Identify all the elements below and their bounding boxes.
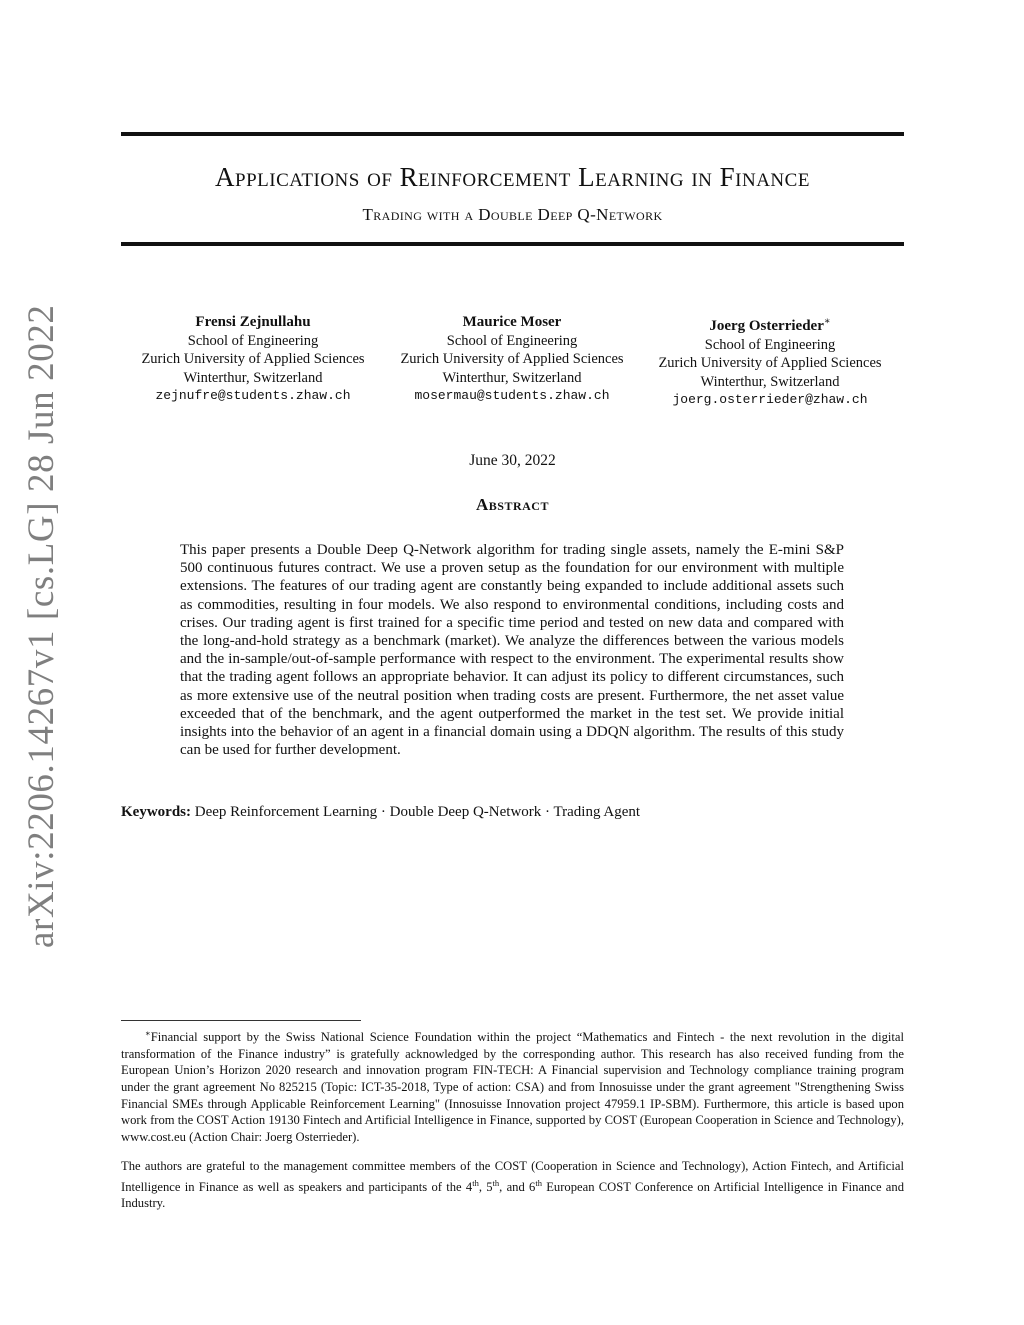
title-bottom-rule bbox=[121, 242, 904, 246]
author-location: Winterthur, Switzerland bbox=[700, 373, 840, 390]
author-email[interactable]: mosermau@students.zhaw.ch bbox=[414, 388, 610, 403]
footnote-acknowledgement: The authors are grateful to the management committee members of the COST (Cooperation in Science and Technology), Action Fintech, and Artificial Intelligence in Finance as well as speakers and participants of the 4th, 5th, and 6th European COST Conference on Artificial Intelligence in Finance and Industry. bbox=[121, 1159, 904, 1211]
abstract-text: This paper presents a Double Deep Q-Network algorithm for trading single assets, namely the E-mini S&P 500 continuous futures contract. We use a proven setup as the foundation for our environment with multiple extensions. The features of our trading agent are constantly being expanded to include additional assets such as commodities, resulting in four models. We also respond to environmental conditions, including costs and crises. Our trading agent is first trained for a specific time period and tested on new data and compared with the long-and-hold strategy as a benchmark (market). We analyze the differences between the various models and the in-sample/out-of-sample performance with respect to the environment. The experimental results show that the trading agent follows an appropriate behavior. It can adjust its policy to different circumstances, such as more extensive use of the neutral position when trading costs are present. Furthermore, the net asset value exceeded that of the benchmark, and the agent outperformed the market in the test set. We provide initial insights into the behavior of an agent in a financial domain using a DDQN algorithm. The results of this study can be used for further development. bbox=[180, 542, 844, 759]
author-footnote-marker[interactable]: ∗ bbox=[823, 316, 831, 327]
author-name: Joerg Osterrieder∗ bbox=[709, 316, 831, 334]
arxiv-side-stamp: arXiv:2206.14267v1 [cs.LG] 28 Jun 2022 bbox=[21, 304, 62, 948]
paper-title: Applications of Reinforcement Learning in Finance bbox=[215, 162, 810, 192]
author-name: Maurice Moser bbox=[462, 314, 562, 330]
author-email[interactable]: joerg.osterrieder@zhaw.ch bbox=[672, 392, 868, 407]
author-block-3 bbox=[641, 313, 899, 410]
author-school: School of Engineering bbox=[187, 332, 319, 349]
author-school: School of Engineering bbox=[704, 336, 836, 353]
author-university: Zurich University of Applied Sciences bbox=[658, 355, 882, 371]
author-location: Winterthur, Switzerland bbox=[183, 369, 323, 386]
author-name: Frensi Zejnullahu bbox=[195, 314, 311, 330]
title-top-rule bbox=[121, 132, 904, 136]
paper-date: June 30, 2022 bbox=[469, 452, 556, 469]
footnote-funding: ∗Financial support by the Swiss National Science Foundation within the project “Mathematics and Fintech - the next revolution in the digital transformation of the Finance industry” is gratefully acknowledged by the corresponding author. This research has also received funding from the European Union’s Horizon 2020 research and innovation program FIN-TECH: A Financial supervision and Technology compliance training program under the grant agreement No 825215 (Topic: ICT-35-2018, Type of action: CSA) and from Innosuisse under the grant agreement "Strengthening Swiss Financial SMEs through Applicable Reinforcement Learning" (Innosuisse Innovation project 47959.1 IP-SBM). Furthermore, this article is based upon work from the COST Action 19130 Fintech and Artificial Intelligence in Finance, supported by COST (European Cooperation in Science and Technology), www.cost.eu (Action Chair: Joerg Osterrieder). bbox=[121, 1028, 904, 1144]
keywords-line bbox=[121, 803, 904, 821]
author-location: Winterthur, Switzerland bbox=[442, 369, 582, 386]
keywords-label: Keywords: bbox=[121, 804, 191, 820]
author-block-2 bbox=[383, 313, 641, 406]
author-school: School of Engineering bbox=[446, 332, 578, 349]
footnote-divider bbox=[121, 1020, 361, 1021]
paper-subtitle: Trading with a Double Deep Q-Network bbox=[362, 205, 663, 224]
author-university: Zurich University of Applied Sciences bbox=[400, 351, 624, 367]
author-email[interactable]: zejnufre@students.zhaw.ch bbox=[155, 388, 351, 403]
abstract-heading: Abstract bbox=[476, 495, 549, 514]
author-block-1 bbox=[124, 313, 382, 406]
keywords-text: Deep Reinforcement Learning · Double Deep Q-Network · Trading Agent bbox=[194, 804, 641, 820]
footnote-marker: ∗ bbox=[145, 1028, 151, 1038]
author-university: Zurich University of Applied Sciences bbox=[141, 351, 365, 367]
